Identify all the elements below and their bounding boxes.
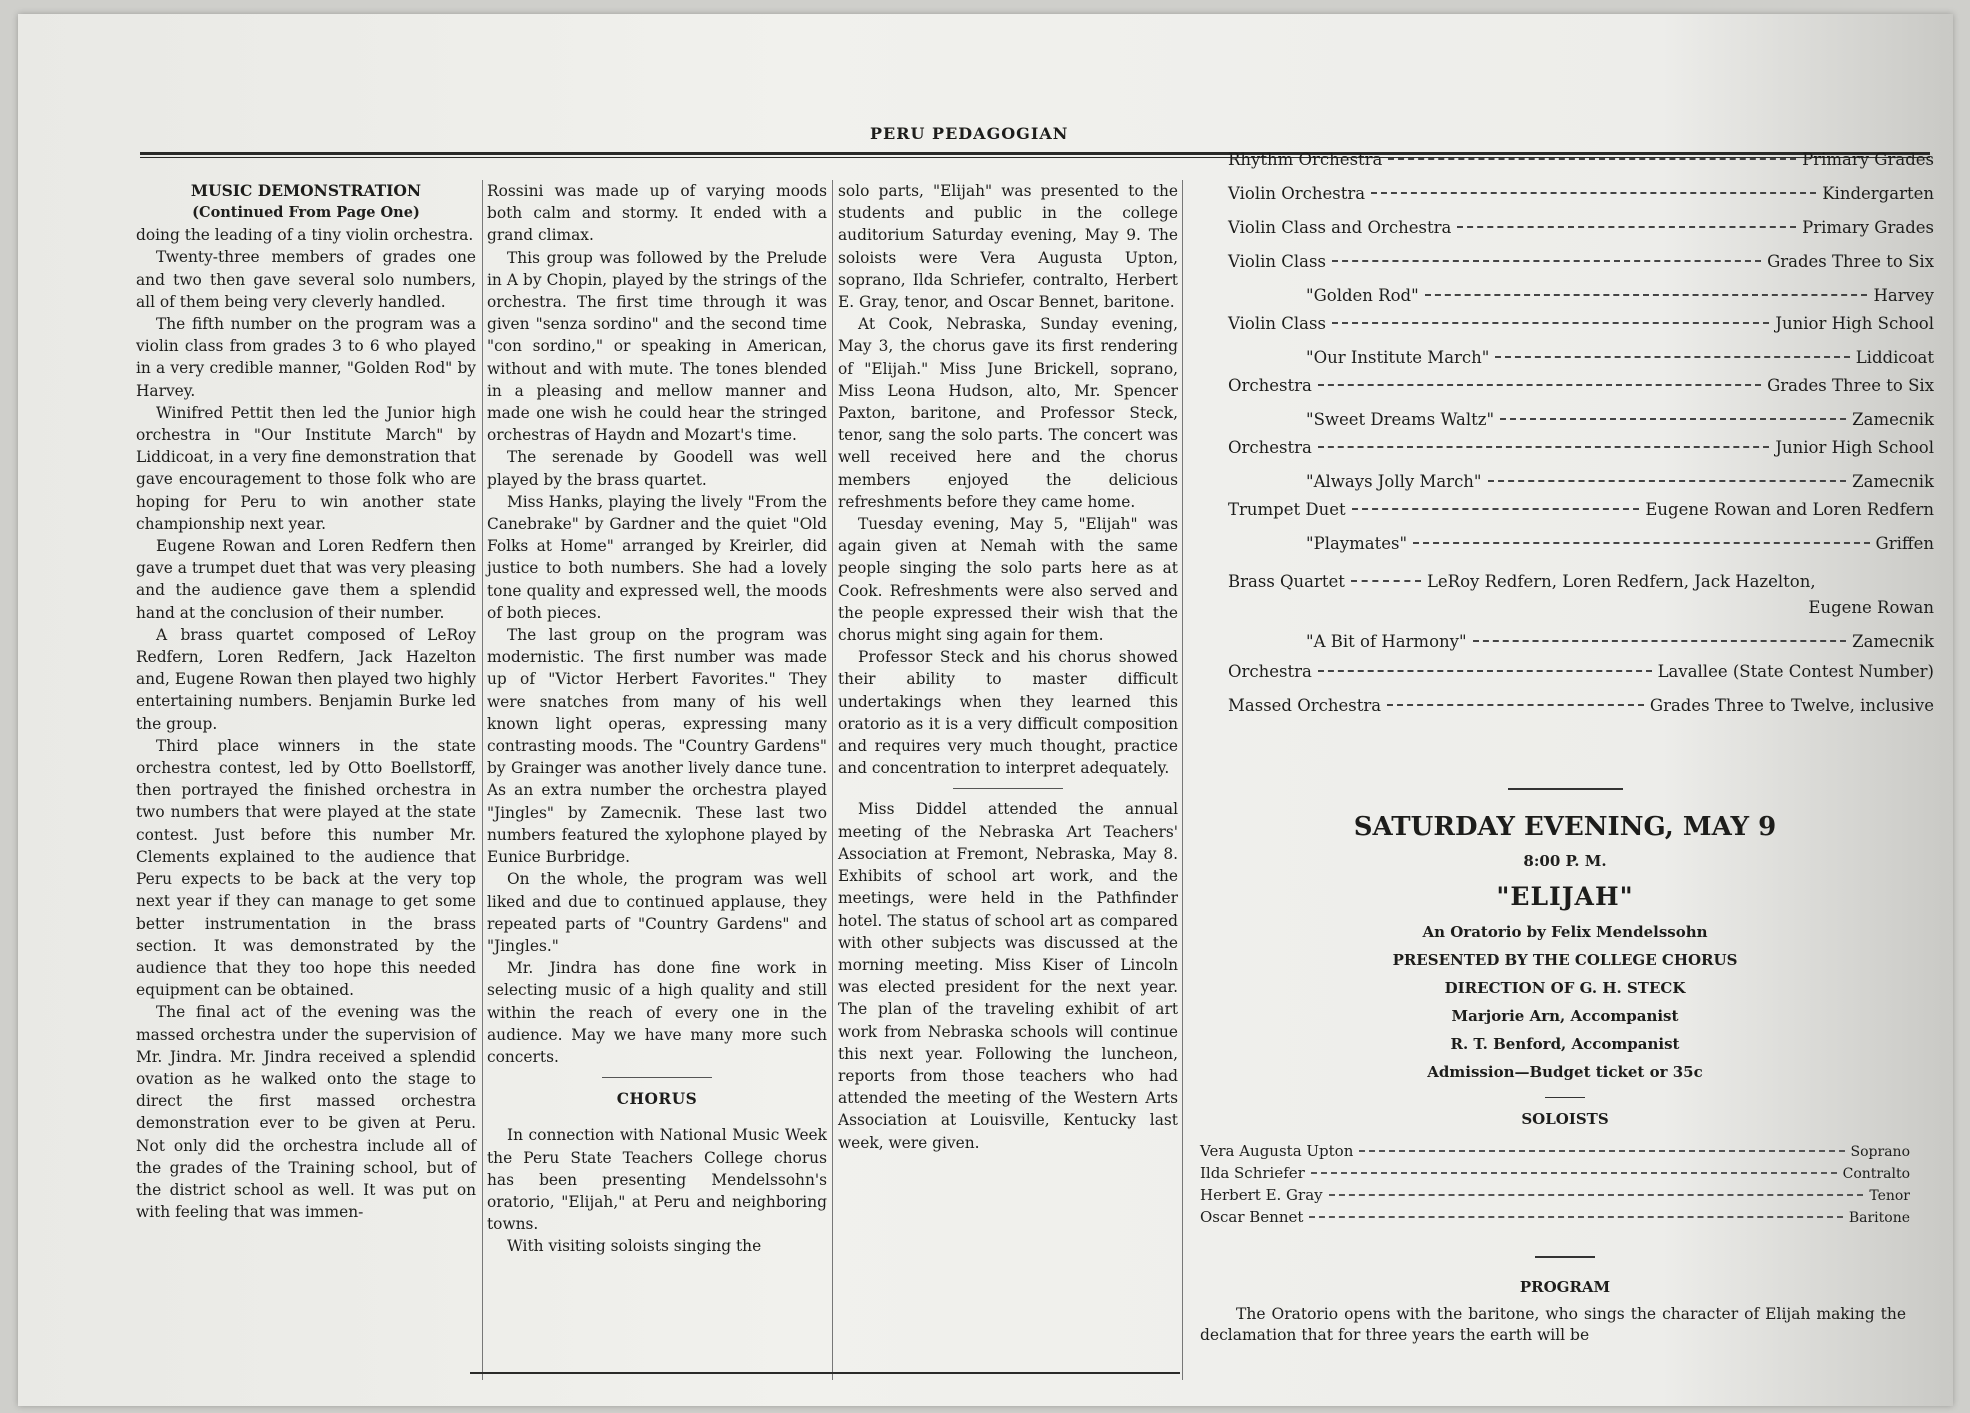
program-row: Orchestra Lavallee (State Contest Number) <box>1228 662 1934 681</box>
divider <box>1545 1097 1585 1098</box>
program-row: Trumpet Duet Eugene Rowan and Loren Redfern <box>1228 500 1934 519</box>
soloist-row: Vera Augusta Upton Soprano <box>1200 1142 1910 1160</box>
paragraph: Twenty-three members of grades one and two then gave several solo numbers, all of them being very cleverly handled. <box>136 248 476 311</box>
program-row: Violin Class Grades Three to Six <box>1228 252 1934 271</box>
soloist-row: Oscar Bennet Baritone <box>1200 1208 1910 1226</box>
program-row: Orchestra Junior High School <box>1228 438 1934 457</box>
soloists-list <box>1200 1142 1930 1230</box>
paragraph: Winifred Pettit then led the Junior high orchestra in "Our Institute March" by Liddicoat, in a very fine demonstration that gave encouragement to those folk who are hoping for Peru to win another state championship next year. <box>136 403 476 533</box>
paragraph: Professor Steck and his chorus showed their ability to master difficult undertakings when they learned this oratorio as it is a very difficult composition and requires very much thought, practice and concentration to interpret adequately. <box>838 648 1178 778</box>
event-title: SATURDAY EVENING, MAY 9 <box>1353 812 1777 842</box>
section-heading: CHORUS <box>616 1090 698 1109</box>
event-line: DIRECTION OF G. H. STECK <box>1444 979 1686 997</box>
soloist-row: Ilda Schriefer Contralto <box>1200 1164 1910 1182</box>
program-row: "A Bit of Harmony" Zamecnik <box>1306 632 1934 651</box>
divider <box>1535 1256 1595 1258</box>
divider <box>1508 788 1623 790</box>
program-row: "Playmates" Griffen <box>1306 534 1934 553</box>
event-line: PRESENTED BY THE COLLEGE CHORUS <box>1392 951 1738 969</box>
column-divider <box>1182 180 1183 1380</box>
program-row: Violin Class Junior High School <box>1228 314 1934 333</box>
paragraph: On the whole, the program was well liked and due to continued applause, they repeated parts of "Country Gardens" and "Jingles." <box>487 870 827 955</box>
event-work: "ELIJAH" <box>1496 882 1634 911</box>
paragraph: Tuesday evening, May 5, "Elijah" was again given at Nemah with the same people singing the solo parts here as at Cook. Refreshments were also served and the people expressed their wish that the chorus might sing again for them. <box>838 515 1178 645</box>
column-3 <box>838 180 1178 1154</box>
program-row: Massed Orchestra Grades Three to Twelve, inclusive <box>1228 696 1934 715</box>
article-subheading: (Continued From Page One) <box>192 204 420 221</box>
event-line: An Oratorio by Felix Mendelssohn <box>1422 923 1708 941</box>
event-time: 8:00 P. M. <box>1523 852 1607 870</box>
paragraph: In connection with National Music Week the Peru State Teachers College chorus has been presenting Mendelssohn's oratorio, "Elijah," at Peru and neighboring towns. <box>487 1126 827 1234</box>
footer-rule <box>470 1372 1180 1374</box>
paragraph: The fifth number on the program was a violin class from grades 3 to 6 who played in a very credible manner, "Golden Rod" by Harvey. <box>136 315 476 400</box>
soloist-row: Herbert E. Gray Tenor <box>1200 1186 1910 1204</box>
paragraph: Miss Diddel attended the annual meeting of the Nebraska Art Teachers' Association at Fremont, Nebraska, May 8. Exhibits of school art work, and the meetings, were held in the Pathfinder hotel. The status of school art as compared with other subjects was discussed at the morning meeting. Miss Kiser of Lincoln was elected president for the next year. The plan of the traveling exhibit of art work from Nebraska schools will continue this next year. Following the luncheon, reports from those teachers who had attended the meeting of the Western Arts Association at Louisville, Kentucky last week, were given. <box>838 800 1178 1152</box>
section-divider <box>602 1077 712 1078</box>
paragraph: This group was followed by the Prelude in A by Chopin, played by the strings of the orchestra. The first time through it was given "senza sordino" and the second time "con sordino," or speaking in American, without and with mute. The tones blended in a pleasing and mellow manner and made one wish he could hear the stringed orchestras of Haydn and Mozart's time. <box>487 248 827 445</box>
program-row-continued: Eugene Rowan <box>1808 598 1934 617</box>
program-row: Violin Orchestra Kindergarten <box>1228 184 1934 203</box>
paragraph: Miss Hanks, playing the lively "From the Canebrake" by Gardner and the quiet "Old Folks at Home" arranged by Kreirler, did justice to both numbers. She had a lovely tone quality and expressed well, the moods of both pieces. <box>487 492 827 622</box>
event-line: Admission—Budget ticket or 35c <box>1427 1063 1703 1081</box>
program-intro: The Oratorio opens with the baritone, who sings the character of Elijah making the declamation that for three years the earth will be <box>1200 1305 1906 1344</box>
paragraph: The final act of the evening was the massed orchestra under the supervision of Mr. Jindra. Mr. Jindra received a splendid ovation as he walked onto the stage to direct the first massed orchestra demonstration ever to be given at Peru. Not only did the orchestra include all of the grades of the Training school, but of the district school as well. It was put on with feeling that was immen- <box>136 1003 476 1222</box>
program-row: Orchestra Grades Three to Six <box>1228 376 1934 395</box>
paragraph: The last group on the program was modernistic. The first number was made up of "Victor Herbert Favorites." They were snatches from many of his well known light operas, expressing many contrasting moods. The "Country Gardens" by Grainger was another lively dance tune. As an extra number the orchestra played "Jingles" by Zamecnik. These last two numbers featured the xylophone played by Eunice Burbridge. <box>487 626 827 867</box>
event-line: Marjorie Arn, Accompanist <box>1451 1007 1679 1025</box>
program-row: "Our Institute March" Liddicoat <box>1306 348 1934 367</box>
event-announcement <box>1200 788 1930 1346</box>
column-1 <box>136 180 476 1223</box>
article-heading: MUSIC DEMONSTRATION <box>190 181 422 200</box>
section-divider <box>953 788 1063 789</box>
program-row: Violin Class and Orchestra Primary Grades <box>1228 218 1934 237</box>
masthead: PERU PEDAGOGIAN <box>870 124 1069 143</box>
program-row: "Sweet Dreams Waltz" Zamecnik <box>1306 410 1934 429</box>
event-line: R. T. Benford, Accompanist <box>1450 1035 1680 1053</box>
paragraph: Mr. Jindra has done fine work in selecting music of a high quality and still within the reach of every one in the audience. May we have many more such concerts. <box>487 959 827 1066</box>
program-row: Brass Quartet LeRoy Redfern, Loren Redfern, Jack Hazelton, <box>1228 572 1816 591</box>
paragraph: Rossini was made up of varying moods both calm and stormy. It ended with a grand climax. <box>487 182 827 245</box>
program-row: Rhythm Orchestra Primary Grades <box>1228 150 1934 169</box>
program-row: "Golden Rod" Harvey <box>1306 286 1934 305</box>
paragraph: The serenade by Goodell was well played by the brass quartet. <box>487 448 827 489</box>
soloists-heading: SOLOISTS <box>1521 1110 1609 1128</box>
paragraph: With visiting soloists singing the <box>507 1237 762 1256</box>
paragraph: Third place winners in the state orchestra contest, led by Otto Boellstorff, then portrayed the finished orchestra in two numbers that were played at the state contest. Just before this number Mr. Clements explained to the audience that Peru expects to be back at the very top next year if they can manage to get some better instrumentation in the brass section. It was demonstrated by the audience that they too hope this needed equipment can be obtained. <box>136 736 476 1000</box>
column-divider <box>832 180 833 1380</box>
paragraph: doing the leading of a tiny violin orchestra. <box>136 226 474 245</box>
column-2 <box>487 180 827 1258</box>
paragraph: solo parts, "Elijah" was presented to the students and public in the college auditorium Saturday evening, May 9. The soloists were Vera Augusta Upton, soprano, Ilda Schriefer, contralto, Herbert E. Gray, tenor, and Oscar Bennet, baritone. <box>838 182 1178 312</box>
paragraph: A brass quartet composed of LeRoy Redfern, Loren Redfern, Jack Hazelton and, Eugene Rowan then played two highly entertaining numbers. Benjamin Burke led the group. <box>136 625 476 733</box>
paragraph: At Cook, Nebraska, Sunday evening, May 3, the chorus gave its first rendering of "Elijah." Miss June Brickell, soprano, Miss Leona Hudson, alto, Mr. Spencer Paxton, baritone, and Professor Steck, tenor, sang the solo parts. The concert was well received here and the chorus members enjoyed the delicious refreshments before they came home. <box>838 315 1178 511</box>
paragraph: Eugene Rowan and Loren Redfern then gave a trumpet duet that was very pleasing and the audience gave them a splendid hand at the conclusion of their number. <box>136 537 476 622</box>
column-divider <box>482 180 483 1380</box>
program-listing <box>1228 150 1934 730</box>
program-heading: PROGRAM <box>1519 1278 1611 1296</box>
program-row: "Always Jolly March" Zamecnik <box>1306 472 1934 491</box>
